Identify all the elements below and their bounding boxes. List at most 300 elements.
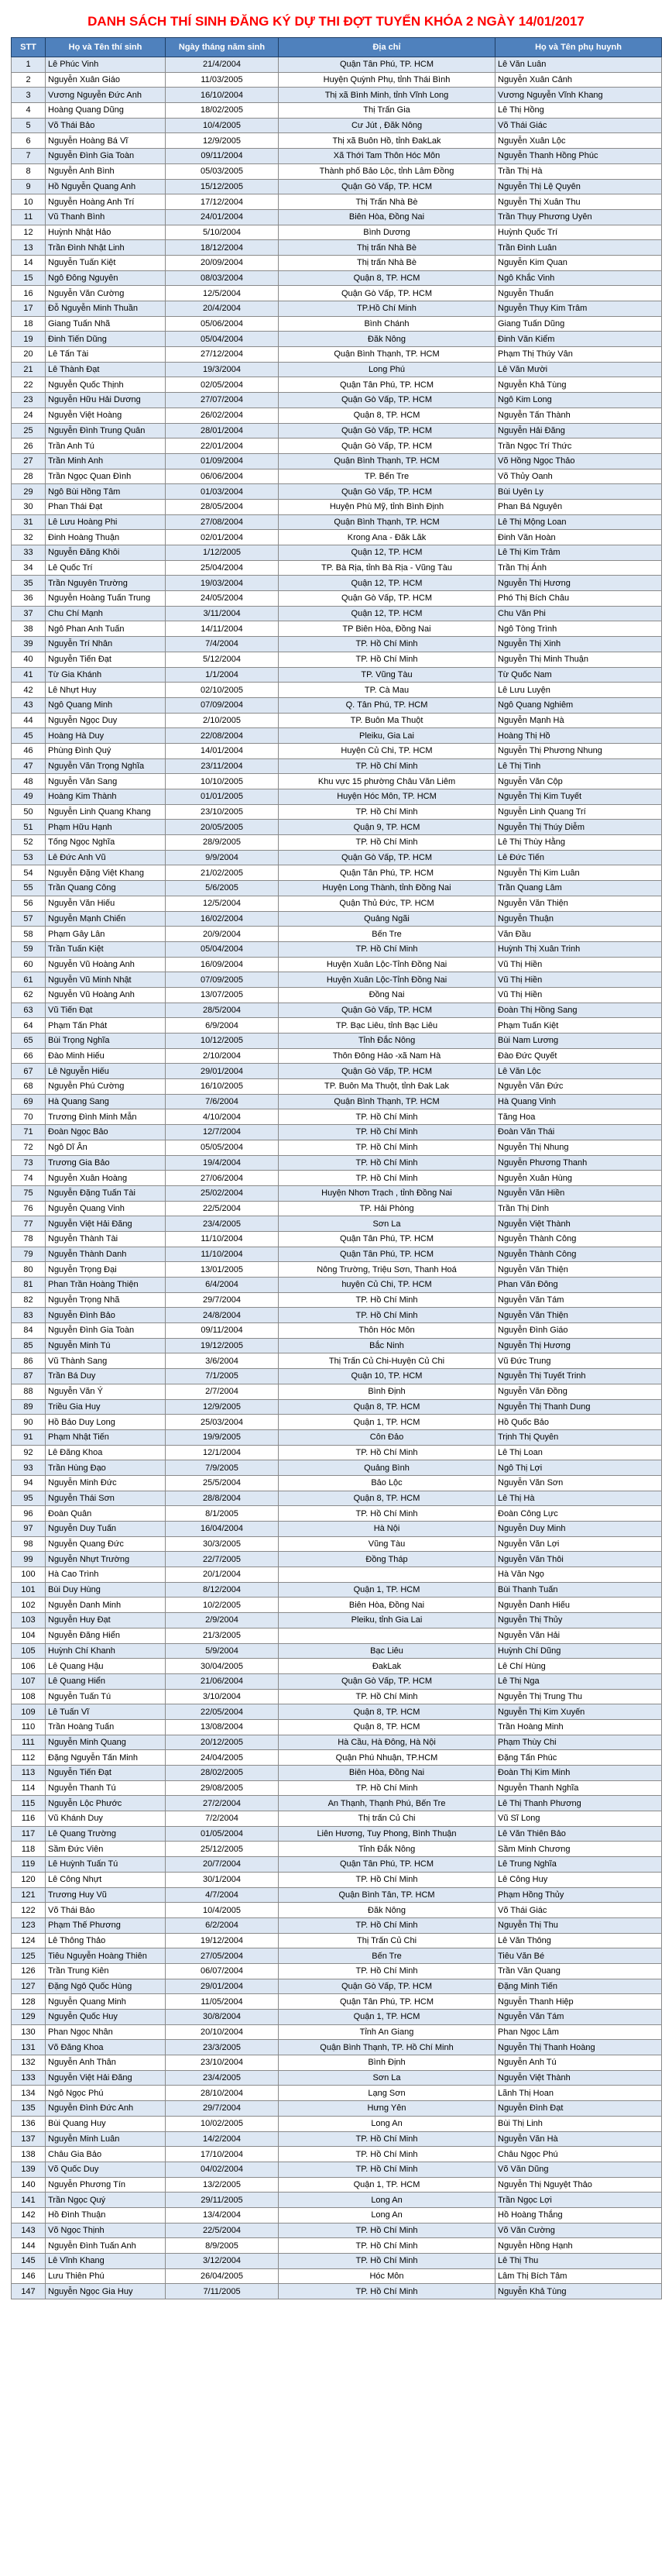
cell-parent-name: Vũ Thị Hiền <box>495 987 662 1003</box>
cell-stt: 96 <box>12 1506 46 1522</box>
cell-birth-date: 21/4/2004 <box>166 57 279 73</box>
cell-candidate-name: Lê Quang Trường <box>46 1826 166 1842</box>
cell-parent-name: Nguyễn Đình Đạt <box>495 2101 662 2117</box>
table-row <box>12 347 662 363</box>
cell-birth-date: 13/4/2004 <box>166 2207 279 2223</box>
cell-parent-name: Võ Thái Giác <box>495 1903 662 1918</box>
cell-address: Thị Trấn Gia <box>279 103 495 119</box>
cell-parent-name: Nguyễn Thanh Hồng Phúc <box>495 149 662 164</box>
cell-birth-date: 14/11/2004 <box>166 621 279 637</box>
cell-candidate-name: Phan Ngọc Nhân <box>46 2024 166 2040</box>
cell-birth-date: 24/01/2004 <box>166 209 279 225</box>
table-row <box>12 1750 662 1766</box>
table-row <box>12 957 662 972</box>
cell-birth-date: 16/04/2004 <box>166 1522 279 1537</box>
cell-candidate-name: Trần Hùng Đạo <box>46 1460 166 1476</box>
cell-birth-date: 6/9/2004 <box>166 1018 279 1033</box>
cell-parent-name: Trần Quang Lâm <box>495 881 662 896</box>
cell-candidate-name: Lê Quang Hiển <box>46 1673 166 1689</box>
table-row <box>12 2131 662 2147</box>
cell-stt: 68 <box>12 1079 46 1095</box>
cell-address: Quận Bình Thạnh, TP. HCM <box>279 514 495 530</box>
cell-stt: 18 <box>12 316 46 332</box>
cell-parent-name: Đào Đức Quyết <box>495 1048 662 1064</box>
table-row <box>12 1475 662 1491</box>
cell-stt: 100 <box>12 1567 46 1583</box>
cell-parent-name: Nguyễn Thị Minh Thuận <box>495 652 662 667</box>
cell-candidate-name: Nguyễn Đăng Khôi <box>46 545 166 561</box>
cell-stt: 44 <box>12 713 46 728</box>
cell-stt: 122 <box>12 1903 46 1918</box>
cell-stt: 17 <box>12 301 46 317</box>
cell-address: Vũng Tàu <box>279 1536 495 1552</box>
cell-stt: 1 <box>12 57 46 73</box>
cell-stt: 45 <box>12 728 46 744</box>
table-row <box>12 2147 662 2162</box>
table-row <box>12 987 662 1003</box>
cell-address: Thị trấn Nhà Bè <box>279 255 495 270</box>
cell-address: Quận 12, TP. HCM <box>279 606 495 621</box>
cell-address: Quận 1, TP. HCM <box>279 2010 495 2025</box>
cell-stt: 144 <box>12 2238 46 2254</box>
cell-parent-name: Ngô Khắc Vinh <box>495 270 662 286</box>
cell-stt: 131 <box>12 2040 46 2055</box>
cell-candidate-name: Đào Minh Hiếu <box>46 1048 166 1064</box>
cell-stt: 92 <box>12 1445 46 1460</box>
cell-stt: 77 <box>12 1216 46 1232</box>
cell-candidate-name: Hồ Bảo Duy Long <box>46 1415 166 1430</box>
cell-parent-name: Lê Công Huy <box>495 1872 662 1887</box>
cell-parent-name: Võ Văn Dũng <box>495 2162 662 2177</box>
cell-address: Quận 8, TP. HCM <box>279 1704 495 1720</box>
cell-candidate-name: Nguyễn Văn Sang <box>46 774 166 789</box>
cell-candidate-name: Trần Ngọc Quan Đình <box>46 469 166 484</box>
cell-birth-date: 12/5/2004 <box>166 286 279 301</box>
cell-parent-name: Nguyễn Hồng Hạnh <box>495 2238 662 2254</box>
cell-address: Xã Thới Tam Thôn Hóc Môn <box>279 149 495 164</box>
cell-stt: 106 <box>12 1659 46 1674</box>
cell-address: Đồng Tháp <box>279 1552 495 1567</box>
cell-candidate-name: Trương Huy Vũ <box>46 1887 166 1903</box>
column-header-parent-name: Họ và Tên phụ huynh <box>495 38 662 57</box>
cell-birth-date: 10/02/2005 <box>166 2116 279 2131</box>
table-row <box>12 1842 662 1857</box>
cell-birth-date: 24/04/2005 <box>166 1750 279 1766</box>
cell-parent-name: Vũ Sĩ Long <box>495 1811 662 1827</box>
cell-stt: 97 <box>12 1522 46 1537</box>
cell-address: Quận 8, TP. HCM <box>279 408 495 423</box>
table-row <box>12 835 662 851</box>
cell-stt: 2 <box>12 72 46 88</box>
cell-stt: 55 <box>12 881 46 896</box>
cell-address: Thị trấn Nhà Bè <box>279 240 495 256</box>
cell-stt: 133 <box>12 2070 46 2086</box>
cell-birth-date: 7/2/2004 <box>166 1811 279 1827</box>
cell-candidate-name: Ngô Quang Minh <box>46 697 166 713</box>
cell-birth-date: 6/2/2004 <box>166 1917 279 1933</box>
table-row <box>12 332 662 347</box>
table-row <box>12 1628 662 1643</box>
cell-address: Biên Hòa, Đồng Nai <box>279 1598 495 1613</box>
table-row <box>12 1201 662 1216</box>
cell-address: Huyện Quỳnh Phụ, tỉnh Thái Bình <box>279 72 495 88</box>
cell-parent-name: Phan Bá Nguyên <box>495 499 662 514</box>
cell-birth-date: 20/09/2004 <box>166 255 279 270</box>
cell-address: Huyện Xuân Lộc-Tỉnh Đồng Nai <box>279 957 495 972</box>
cell-parent-name: Phan Ngọc Lâm <box>495 2024 662 2040</box>
cell-parent-name: Lê Thị Hồng <box>495 103 662 119</box>
cell-birth-date: 14/2/2004 <box>166 2131 279 2147</box>
cell-stt: 71 <box>12 1125 46 1140</box>
cell-candidate-name: Nguyễn Danh Minh <box>46 1598 166 1613</box>
cell-address: Quận 8, TP. HCM <box>279 1719 495 1735</box>
cell-stt: 48 <box>12 774 46 789</box>
table-row <box>12 1582 662 1598</box>
cell-parent-name: Nguyễn Văn Cộp <box>495 774 662 789</box>
table-row <box>12 1689 662 1704</box>
cell-stt: 107 <box>12 1673 46 1689</box>
cell-birth-date: 13/01/2005 <box>166 1262 279 1278</box>
cell-candidate-name: Huỳnh Nhật Hảo <box>46 225 166 240</box>
table-row <box>12 2238 662 2254</box>
cell-address: Bắc Ninh <box>279 1338 495 1353</box>
cell-address: Huyện Xuân Lộc-Tỉnh Đồng Nai <box>279 972 495 988</box>
cell-parent-name: Văn Đầu <box>495 927 662 942</box>
cell-parent-name: Nguyễn Văn Thiện <box>495 896 662 911</box>
cell-birth-date: 20/4/2004 <box>166 301 279 317</box>
cell-candidate-name: Lê Lưu Hoàng Phi <box>46 514 166 530</box>
cell-stt: 135 <box>12 2101 46 2117</box>
table-row <box>12 1491 662 1506</box>
table-row <box>12 255 662 270</box>
cell-birth-date: 30/8/2004 <box>166 2010 279 2025</box>
cell-stt: 47 <box>12 758 46 774</box>
cell-parent-name: Trần Thị Ánh <box>495 560 662 576</box>
cell-parent-name: Phó Thị Bích Châu <box>495 591 662 607</box>
cell-address: Khu vực 15 phường Châu Văn Liêm <box>279 774 495 789</box>
table-row <box>12 758 662 774</box>
cell-parent-name: Trần Hoàng Minh <box>495 1719 662 1735</box>
cell-stt: 21 <box>12 362 46 377</box>
cell-parent-name: Nguyễn Thị Xuân Thu <box>495 194 662 210</box>
cell-parent-name: Nguyễn Khả Tùng <box>495 2284 662 2299</box>
cell-birth-date: 06/07/2004 <box>166 1963 279 1979</box>
cell-birth-date: 09/11/2004 <box>166 1323 279 1339</box>
table-row <box>12 362 662 377</box>
cell-birth-date: 2/7/2004 <box>166 1384 279 1399</box>
cell-stt: 28 <box>12 469 46 484</box>
table-row <box>12 2010 662 2025</box>
cell-parent-name: Lê Trung Nghĩa <box>495 1857 662 1873</box>
cell-birth-date: 4/7/2004 <box>166 1887 279 1903</box>
cell-candidate-name: Nguyễn Duy Tuấn <box>46 1522 166 1537</box>
cell-stt: 30 <box>12 499 46 514</box>
cell-birth-date: 9/9/2004 <box>166 850 279 865</box>
cell-stt: 91 <box>12 1429 46 1445</box>
cell-birth-date: 25/5/2004 <box>166 1475 279 1491</box>
cell-candidate-name: Nguyễn Đình Đức Anh <box>46 2101 166 2117</box>
cell-stt: 81 <box>12 1278 46 1293</box>
cell-parent-name: Tăng Hoa <box>495 1109 662 1125</box>
table-row <box>12 530 662 545</box>
cell-birth-date: 28/05/2004 <box>166 499 279 514</box>
cell-address: Thị Trấn Nhà Bè <box>279 194 495 210</box>
cell-parent-name: Bùi Thanh Tuấn <box>495 1582 662 1598</box>
cell-birth-date: 30/04/2005 <box>166 1659 279 1674</box>
cell-address: TP. Buôn Ma Thuột <box>279 713 495 728</box>
cell-birth-date: 28/5/2004 <box>166 1003 279 1018</box>
cell-address: Côn Đảo <box>279 1429 495 1445</box>
cell-candidate-name: Nguyễn Văn Ý <box>46 1384 166 1399</box>
cell-candidate-name: Hà Quang Sang <box>46 1094 166 1109</box>
cell-candidate-name: Nguyễn Mạnh Chiến <box>46 911 166 927</box>
table-row <box>12 2024 662 2040</box>
column-header-candidate-name: Họ và Tên thí sinh <box>46 38 166 57</box>
cell-candidate-name: Nguyễn Phú Cường <box>46 1079 166 1095</box>
cell-address: Hưng Yên <box>279 2101 495 2117</box>
cell-candidate-name: Nguyễn Tuấn Tú <box>46 1689 166 1704</box>
cell-address: TP. Hồ Chí Minh <box>279 1125 495 1140</box>
cell-stt: 110 <box>12 1719 46 1735</box>
cell-birth-date: 5/6/2005 <box>166 881 279 896</box>
cell-candidate-name: Vương Nguyễn Đức Anh <box>46 88 166 103</box>
cell-candidate-name: Nguyễn Hoàng Bá Vĩ <box>46 133 166 149</box>
cell-birth-date: 23/11/2004 <box>166 758 279 774</box>
cell-stt: 43 <box>12 697 46 713</box>
cell-address: TP. Hồ Chí Minh <box>279 1109 495 1125</box>
table-row <box>12 1323 662 1339</box>
cell-parent-name: Nguyễn Thuấn <box>495 286 662 301</box>
cell-address: TP. Cà Mau <box>279 683 495 698</box>
cell-parent-name: Lê Chí Hùng <box>495 1659 662 1674</box>
cell-birth-date: 11/10/2004 <box>166 1247 279 1262</box>
cell-address: TP. Hồ Chí Minh <box>279 2147 495 2162</box>
table-row <box>12 789 662 805</box>
cell-birth-date: 28/10/2004 <box>166 2086 279 2101</box>
cell-address: Bình Định <box>279 1384 495 1399</box>
cell-address: TP Biên Hòa, Đồng Nai <box>279 621 495 637</box>
cell-address: TP. Hải Phòng <box>279 1201 495 1216</box>
cell-address: TP. Hồ Chí Minh <box>279 1506 495 1522</box>
cell-parent-name: Lãnh Thị Hoan <box>495 2086 662 2101</box>
table-row <box>12 2254 662 2269</box>
cell-birth-date: 27/05/2004 <box>166 1948 279 1964</box>
cell-parent-name: Nguyễn Thị Thu <box>495 1917 662 1933</box>
cell-birth-date: 12/1/2004 <box>166 1445 279 1460</box>
cell-candidate-name: Ngô Bùi Hồng Tâm <box>46 484 166 500</box>
cell-address: Đồng Nai <box>279 987 495 1003</box>
cell-parent-name: Nguyễn Văn Đức <box>495 1079 662 1095</box>
cell-birth-date: 27/12/2004 <box>166 347 279 363</box>
cell-address: Quảng Bình <box>279 1460 495 1476</box>
cell-stt: 88 <box>12 1384 46 1399</box>
cell-address: Huyện Củ Chi, TP. HCM <box>279 743 495 758</box>
cell-birth-date: 22/5/2004 <box>166 2223 279 2238</box>
cell-candidate-name: Phạm Thế Phương <box>46 1917 166 1933</box>
table-row <box>12 2284 662 2299</box>
cell-candidate-name: Trần Nguyên Trường <box>46 576 166 591</box>
cell-address: huyện Củ Chi, TP. HCM <box>279 1278 495 1293</box>
cell-address: TP. Hồ Chí Minh <box>279 1445 495 1460</box>
cell-stt: 140 <box>12 2177 46 2193</box>
cell-birth-date: 23/4/2005 <box>166 2070 279 2086</box>
cell-candidate-name: Hà Cao Trình <box>46 1567 166 1583</box>
table-row <box>12 2162 662 2177</box>
table-row <box>12 118 662 133</box>
cell-address: TP. Hồ Chí Minh <box>279 2254 495 2269</box>
cell-birth-date: 06/06/2004 <box>166 469 279 484</box>
cell-birth-date: 29/08/2005 <box>166 1780 279 1796</box>
cell-birth-date: 29/7/2004 <box>166 1292 279 1308</box>
table-row <box>12 743 662 758</box>
cell-parent-name: Lê Thị Thanh Phương <box>495 1796 662 1811</box>
table-row <box>12 270 662 286</box>
cell-stt: 15 <box>12 270 46 286</box>
table-row <box>12 2177 662 2193</box>
table-row <box>12 1048 662 1064</box>
cell-candidate-name: Lê Thành Đạt <box>46 362 166 377</box>
table-row <box>12 804 662 820</box>
cell-candidate-name: Võ Thái Bảo <box>46 1903 166 1918</box>
cell-stt: 32 <box>12 530 46 545</box>
cell-address: Quận Gò Vấp, TP. HCM <box>279 179 495 194</box>
cell-address: TP. Bạc Liêu, tỉnh Bạc Liêu <box>279 1018 495 1033</box>
table-row <box>12 545 662 561</box>
cell-stt: 9 <box>12 179 46 194</box>
cell-stt: 35 <box>12 576 46 591</box>
table-row <box>12 2268 662 2284</box>
cell-birth-date: 27/07/2004 <box>166 393 279 408</box>
cell-address: TP. Hồ Chí Minh <box>279 2238 495 2254</box>
cell-birth-date: 7/4/2004 <box>166 637 279 652</box>
cell-candidate-name: Nguyễn Minh Quang <box>46 1735 166 1750</box>
table-row <box>12 1155 662 1171</box>
table-row <box>12 1948 662 1964</box>
cell-parent-name: Vương Nguyễn Vĩnh Khang <box>495 88 662 103</box>
cell-birth-date: 3/10/2004 <box>166 1689 279 1704</box>
cell-birth-date: 28/9/2005 <box>166 835 279 851</box>
cell-candidate-name: Nguyễn Đình Bảo <box>46 1308 166 1323</box>
cell-stt: 139 <box>12 2162 46 2177</box>
cell-birth-date: 18/02/2005 <box>166 103 279 119</box>
cell-address: Pleiku, Gia Lai <box>279 728 495 744</box>
cell-birth-date: 18/12/2004 <box>166 240 279 256</box>
table-row <box>12 1719 662 1735</box>
cell-address: Quận Bình Thạnh, TP. HCM <box>279 453 495 469</box>
cell-parent-name: Lê Đức Tiến <box>495 850 662 865</box>
cell-parent-name: Nguyễn Văn Thôi <box>495 1552 662 1567</box>
cell-birth-date: 27/2/2004 <box>166 1796 279 1811</box>
cell-parent-name: Nguyễn Văn Hà <box>495 2131 662 2147</box>
cell-parent-name: Lê Thị Tình <box>495 758 662 774</box>
cell-parent-name: Nguyễn Đình Giáo <box>495 1323 662 1339</box>
cell-candidate-name: Vũ Thanh Bình <box>46 209 166 225</box>
cell-birth-date: 05/04/2004 <box>166 332 279 347</box>
cell-candidate-name: Nguyễn Minh Đức <box>46 1475 166 1491</box>
cell-candidate-name: Nguyễn Anh Thân <box>46 2055 166 2071</box>
cell-stt: 57 <box>12 911 46 927</box>
cell-candidate-name: Trần Trung Kiên <box>46 1963 166 1979</box>
cell-parent-name: Nguyễn Kim Quan <box>495 255 662 270</box>
cell-address: Cư Jút , Đăk Nông <box>279 118 495 133</box>
table-row <box>12 1140 662 1155</box>
cell-stt: 120 <box>12 1872 46 1887</box>
cell-parent-name: Nguyễn Xuân Lộc <box>495 133 662 149</box>
cell-parent-name: Nguyễn Linh Quang Trí <box>495 804 662 820</box>
cell-stt: 116 <box>12 1811 46 1827</box>
cell-address: Bến Tre <box>279 1948 495 1964</box>
cell-birth-date: 27/06/2004 <box>166 1171 279 1186</box>
cell-parent-name: Nguyễn Thụy Kim Trâm <box>495 301 662 317</box>
cell-address: Thị Trấn Củ Chi-Huyện Củ Chi <box>279 1353 495 1369</box>
cell-parent-name: Nguyễn Thuận <box>495 911 662 927</box>
cell-birth-date: 7/9/2005 <box>166 1460 279 1476</box>
cell-birth-date: 20/12/2005 <box>166 1735 279 1750</box>
cell-address: TP. Hồ Chí Minh <box>279 1780 495 1796</box>
cell-candidate-name: Nguyễn Văn Cường <box>46 286 166 301</box>
cell-parent-name: Vũ Đức Trung <box>495 1353 662 1369</box>
cell-candidate-name: Võ Thái Bảo <box>46 118 166 133</box>
cell-address: Tỉnh Đắc Nông <box>279 1033 495 1049</box>
cell-address: Hà Nội <box>279 1522 495 1537</box>
cell-parent-name: Nguyễn Thị Hương <box>495 576 662 591</box>
cell-stt: 138 <box>12 2147 46 2162</box>
cell-birth-date: 12/5/2004 <box>166 896 279 911</box>
cell-birth-date: 29/01/2004 <box>166 1064 279 1079</box>
cell-candidate-name: Vũ Khánh Duy <box>46 1811 166 1827</box>
cell-stt: 23 <box>12 393 46 408</box>
cell-birth-date: 29/01/2004 <box>166 1979 279 1994</box>
table-row <box>12 1567 662 1583</box>
table-row <box>12 1292 662 1308</box>
cell-address: Quận Bình Tân, TP. HCM <box>279 1887 495 1903</box>
cell-parent-name: Nguyễn Phương Thanh <box>495 1155 662 1171</box>
cell-candidate-name: Bùi Quang Huy <box>46 2116 166 2131</box>
cell-birth-date: 7/6/2004 <box>166 1094 279 1109</box>
cell-candidate-name: Ngô Dĩ Ân <box>46 1140 166 1155</box>
cell-stt: 10 <box>12 194 46 210</box>
cell-address: Quận Tân Phú, TP. HCM <box>279 1231 495 1247</box>
cell-stt: 62 <box>12 987 46 1003</box>
cell-parent-name: Đoàn Văn Thái <box>495 1125 662 1140</box>
table-row <box>12 133 662 149</box>
table-row <box>12 1903 662 1918</box>
cell-birth-date: 13/2/2005 <box>166 2177 279 2193</box>
cell-address: Bình Chánh <box>279 316 495 332</box>
cell-candidate-name: Vũ Thành Sang <box>46 1353 166 1369</box>
cell-candidate-name: Trần Ngọc Quý <box>46 2193 166 2208</box>
cell-candidate-name: Hoàng Quang Dũng <box>46 103 166 119</box>
cell-parent-name: Nguyễn Danh Hiếu <box>495 1598 662 1613</box>
cell-stt: 27 <box>12 453 46 469</box>
cell-parent-name: Huỳnh Quốc Trí <box>495 225 662 240</box>
cell-address: Quận Tân Phú, TP. HCM <box>279 1994 495 2010</box>
cell-parent-name: Nguyễn Văn Tám <box>495 1292 662 1308</box>
cell-birth-date: 26/02/2004 <box>166 408 279 423</box>
cell-parent-name: Sầm Minh Chương <box>495 1842 662 1857</box>
page-title: DANH SÁCH THÍ SINH ĐĂNG KÝ DỰ THI ĐỢT TUYỂN KHÓA 2 NGÀY 14/01/2017 <box>87 14 585 29</box>
cell-parent-name: Nguyễn Văn Đồng <box>495 1384 662 1399</box>
cell-stt: 49 <box>12 789 46 805</box>
cell-candidate-name: Đỗ Nguyễn Minh Thuần <box>46 301 166 317</box>
cell-stt: 146 <box>12 2268 46 2284</box>
cell-parent-name: Đoàn Thị Hồng Sang <box>495 1003 662 1018</box>
cell-birth-date: 21/06/2004 <box>166 1673 279 1689</box>
cell-candidate-name: Võ Quốc Duy <box>46 2162 166 2177</box>
cell-candidate-name: Võ Đăng Khoa <box>46 2040 166 2055</box>
cell-parent-name: Lê Văn Thiên Bảo <box>495 1826 662 1842</box>
cell-birth-date: 02/10/2005 <box>166 683 279 698</box>
